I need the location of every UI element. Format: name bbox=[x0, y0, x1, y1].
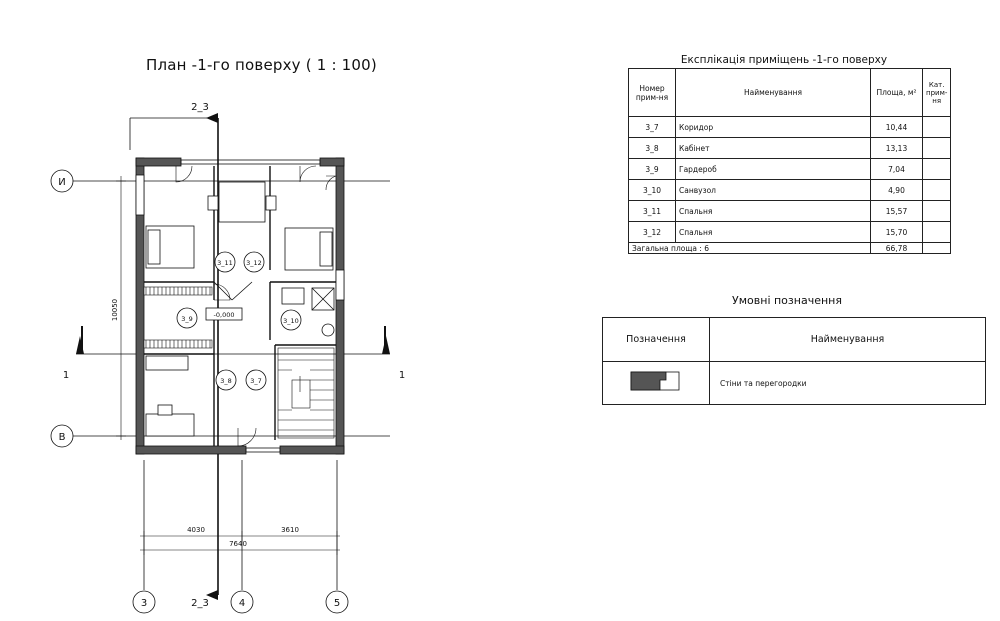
cell-number: 3_7 bbox=[629, 117, 676, 138]
legend-header-symbol: Позначення bbox=[603, 318, 710, 362]
cell-number: 3_9 bbox=[629, 159, 676, 180]
room-tag-text: 3_10 bbox=[283, 317, 299, 325]
cell-area: 13,13 bbox=[871, 138, 923, 159]
axis-label-col-3: 3 bbox=[140, 598, 148, 609]
cell-category bbox=[923, 222, 951, 243]
window-south bbox=[246, 448, 280, 452]
total-area: 66,78 bbox=[871, 243, 923, 254]
door-swing-3 bbox=[214, 284, 230, 300]
total-label: Загальна площа : 6 bbox=[629, 243, 871, 254]
toilet bbox=[322, 324, 334, 336]
partition-diag-2 bbox=[232, 282, 252, 300]
section-stem-right bbox=[384, 326, 386, 354]
total-row bbox=[629, 243, 951, 254]
header-number: Номер прим-ня bbox=[629, 69, 676, 117]
header-name: Найменування bbox=[676, 69, 871, 117]
legend-row bbox=[603, 362, 986, 405]
partition-diag bbox=[214, 282, 232, 300]
stair-landing bbox=[292, 380, 310, 408]
cell-name: Спальня bbox=[676, 201, 871, 222]
legend-title: Умовні позначення bbox=[732, 294, 842, 307]
dim-text-height: 10050 bbox=[111, 298, 119, 322]
cell-number: 3_10 bbox=[629, 180, 676, 201]
cell-area: 10,44 bbox=[871, 117, 923, 138]
chair-right bbox=[266, 196, 276, 210]
wall-north-right bbox=[320, 158, 344, 166]
cell-name: Спальня bbox=[676, 222, 871, 243]
wall-east bbox=[336, 158, 344, 454]
sink bbox=[282, 288, 304, 304]
axis-label-row-bottom: В bbox=[58, 432, 66, 443]
window-north bbox=[181, 160, 320, 164]
section-label-left: 1 bbox=[62, 370, 70, 381]
cell-number: 3_8 bbox=[629, 138, 676, 159]
level-mark-text: -0,000 bbox=[213, 311, 235, 319]
legend-table bbox=[602, 317, 986, 405]
section-label-right: 1 bbox=[398, 370, 406, 381]
axis-label-col-4: 4 bbox=[238, 598, 246, 609]
table-row bbox=[629, 138, 951, 159]
room-tag-text: 3_11 bbox=[217, 259, 233, 267]
table-row bbox=[629, 159, 951, 180]
wall-south-right bbox=[280, 446, 344, 454]
stair bbox=[278, 348, 334, 438]
door-swing-4 bbox=[238, 428, 256, 446]
bed-right-pillow bbox=[320, 232, 332, 266]
axis-label-row-top: И bbox=[58, 177, 66, 188]
chair-left bbox=[208, 196, 218, 210]
wall-south-left bbox=[136, 446, 246, 454]
plan-title: План -1-го поверху ( 1 : 100) bbox=[146, 56, 377, 74]
cell-area: 15,70 bbox=[871, 222, 923, 243]
axis-label-col-5: 5 bbox=[333, 598, 341, 609]
cell-name: Коридор bbox=[676, 117, 871, 138]
legend-header-name: Найменування bbox=[710, 318, 986, 362]
cell-category bbox=[923, 180, 951, 201]
cell-name: Кабінет bbox=[676, 138, 871, 159]
room-tag-text: 3_7 bbox=[250, 377, 262, 385]
legend-header-row bbox=[603, 318, 986, 362]
window-east bbox=[336, 270, 344, 300]
desk-top bbox=[219, 182, 265, 222]
cell-name: Санвузол bbox=[676, 180, 871, 201]
bed-left-pillow bbox=[148, 230, 160, 264]
header-category-text: Кат. прим-ня bbox=[926, 80, 948, 105]
cell-number: 3_12 bbox=[629, 222, 676, 243]
dim-text-left-span: 4030 bbox=[187, 526, 205, 534]
section-arrow-top bbox=[206, 113, 218, 123]
section-label-bottom: 2_3 bbox=[191, 598, 209, 609]
door-swing-2 bbox=[300, 166, 316, 182]
section-stem-left bbox=[81, 326, 83, 354]
legend-item-name: Стіни та перегородки bbox=[710, 362, 986, 405]
cell-category bbox=[923, 117, 951, 138]
wall-north-left bbox=[136, 158, 181, 166]
cell-number: 3_11 bbox=[629, 201, 676, 222]
section-label-top: 2_3 bbox=[191, 102, 209, 113]
door-swing-5 bbox=[326, 176, 336, 190]
dim-text-total: 7640 bbox=[229, 540, 247, 548]
table-row bbox=[629, 117, 951, 138]
desk-bottom bbox=[146, 414, 194, 436]
door-swing-1 bbox=[176, 166, 192, 182]
dim-text-right-span: 3610 bbox=[281, 526, 299, 534]
total-category bbox=[923, 243, 951, 254]
header-area: Площа, м² bbox=[871, 69, 923, 117]
cabinet bbox=[146, 356, 188, 370]
cell-area: 15,57 bbox=[871, 201, 923, 222]
cell-category bbox=[923, 159, 951, 180]
explication-header-row bbox=[629, 69, 951, 117]
legend-symbol-cell bbox=[603, 362, 710, 405]
room-tag-text: 3_12 bbox=[246, 259, 262, 267]
chair-bottom bbox=[158, 405, 172, 415]
wall-symbol-icon bbox=[630, 370, 682, 394]
room-tag-text: 3_9 bbox=[181, 315, 193, 323]
header-category bbox=[923, 69, 951, 117]
cell-category bbox=[923, 201, 951, 222]
cell-area: 7,04 bbox=[871, 159, 923, 180]
cell-name: Гардероб bbox=[676, 159, 871, 180]
table-row bbox=[629, 222, 951, 243]
table-row bbox=[629, 180, 951, 201]
stair-treads bbox=[278, 360, 334, 430]
cell-area: 4,90 bbox=[871, 180, 923, 201]
explication-table bbox=[628, 68, 951, 254]
room-tag-text: 3_8 bbox=[220, 377, 232, 385]
stair-outline bbox=[278, 348, 334, 438]
window-west-top bbox=[136, 175, 144, 215]
explication-title: Експлікація приміщень -1-го поверху bbox=[680, 54, 888, 66]
table-row bbox=[629, 201, 951, 222]
cell-category bbox=[923, 138, 951, 159]
